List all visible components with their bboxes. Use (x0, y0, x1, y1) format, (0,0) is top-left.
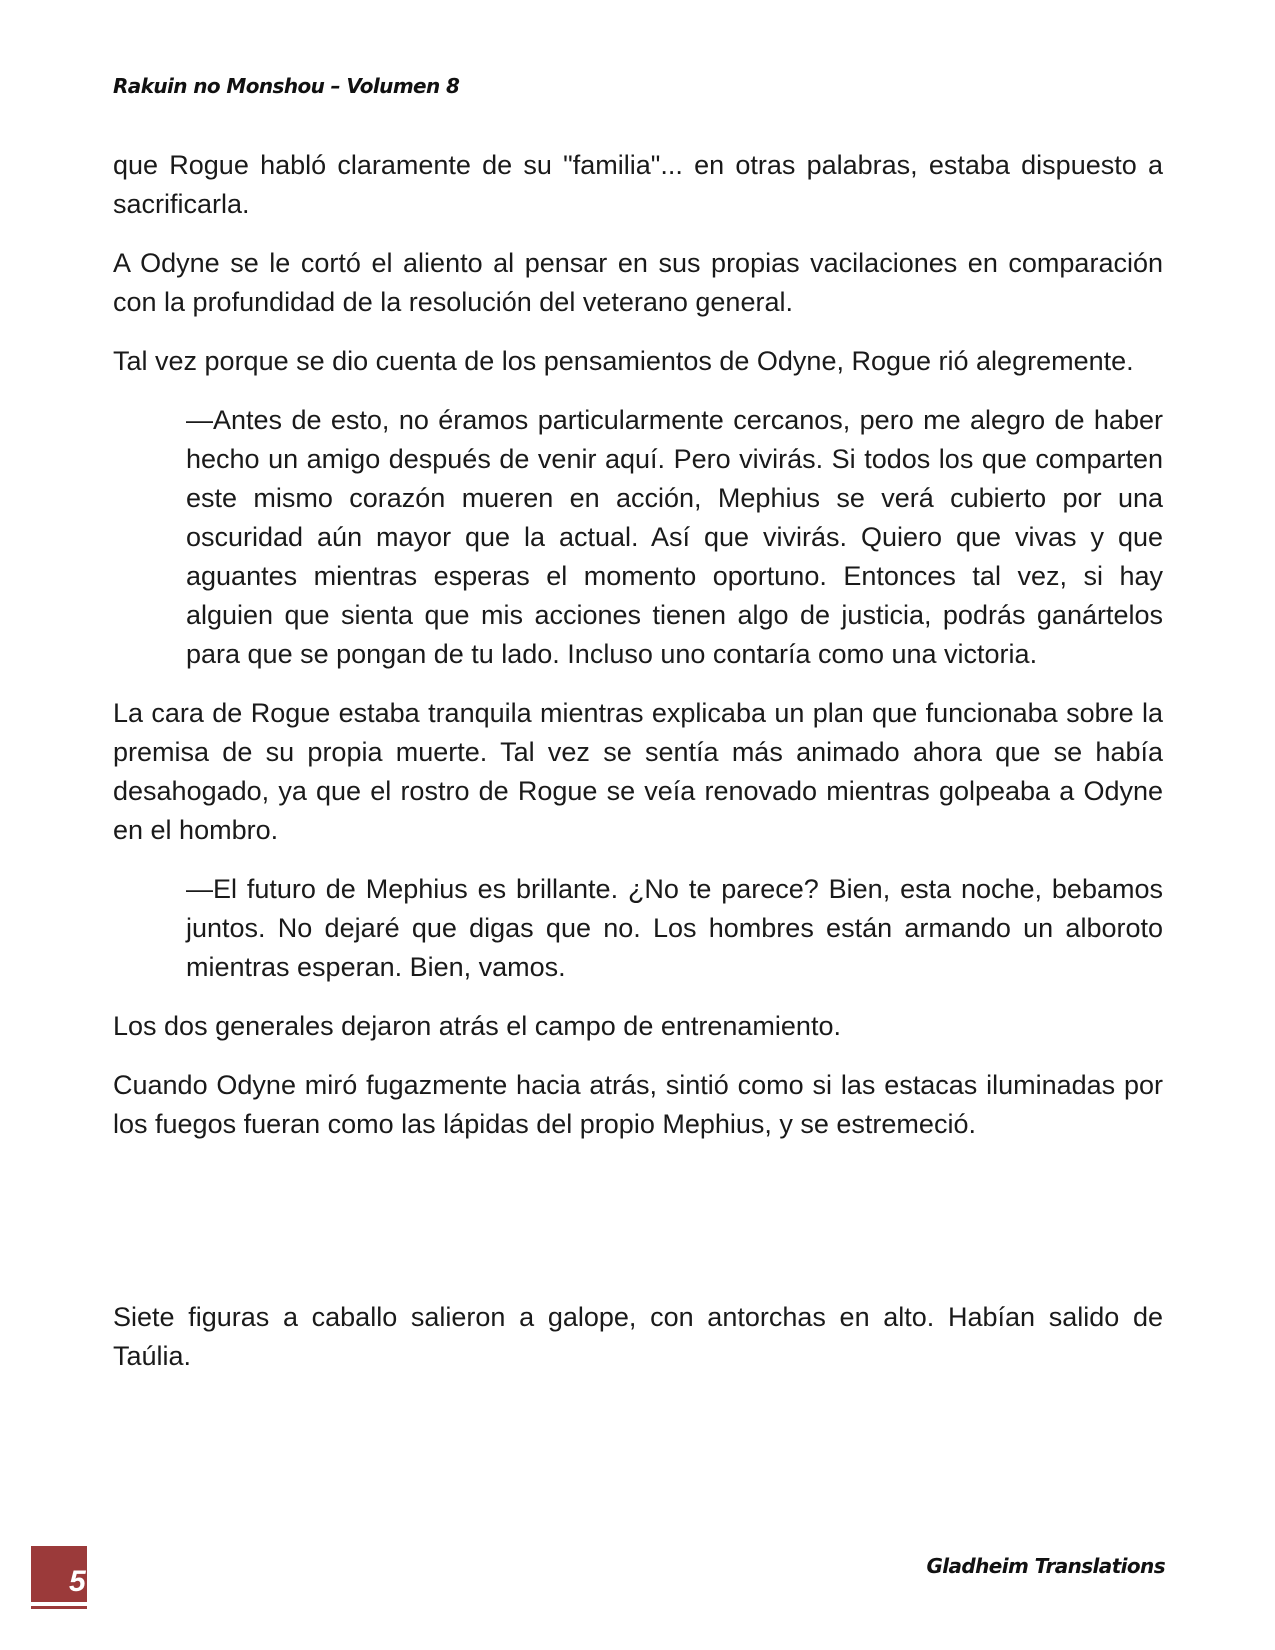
paragraph: Tal vez porque se dio cuenta de los pensamientos de Odyne, Rogue rió alegremente. (113, 346, 1134, 376)
page-number: 5 (69, 1565, 86, 1598)
page-body (113, 146, 1163, 1396)
page-number-badge (31, 1546, 87, 1602)
paragraph: Los dos generales dejaron atrás el campo de entrenamiento. (113, 1011, 841, 1041)
footer-credit: Gladheim Translations (926, 1554, 1165, 1578)
dialogue-paragraph: —Antes de esto, no éramos particularmente cercanos, pero me alegro de haber hecho un amigo después de venir aquí. Pero vivirás. Si todos los que comparten este mismo corazón mueren en acción, Mephius se verá cubierto por una oscuridad aún mayor que la actual. Así que vivirás. Quiero que vivas y que aguantes mientras esperas el momento oportuno. Entonces tal vez, si hay alguien que sienta que mis acciones tienen algo de justicia, podrás ganártelos para que se pongan de tu lado. Incluso uno contaría como una victoria. (186, 405, 1163, 669)
paragraph: Siete figuras a caballo salieron a galope, con antorchas en alto. Habían salido de Taúlia. (113, 1302, 1163, 1371)
paragraph: A Odyne se le cortó el aliento al pensar en sus propias vacilaciones en comparación con la profundidad de la resolución del veterano general. (113, 248, 1163, 317)
dialogue-paragraph: —El futuro de Mephius es brillante. ¿No te parece? Bien, esta noche, bebamos juntos. No dejaré que digas que no. Los hombres están armando un alboroto mientras esperan. Bien, vamos. (186, 874, 1163, 982)
paragraph: que Rogue habló claramente de su "familia"... en otras palabras, estaba dispuesto a sacrificarla. (113, 150, 1163, 219)
page-number-underline (31, 1606, 87, 1609)
paragraph: La cara de Rogue estaba tranquila mientras explicaba un plan que funcionaba sobre la premisa de su propia muerte. Tal vez se sentía más animado ahora que se había desahogado, ya que el rostro de Rogue se veía renovado mientras golpeaba a Odyne en el hombro. (113, 698, 1163, 845)
running-header: Rakuin no Monshou – Volumen 8 (113, 74, 460, 98)
paragraph: Cuando Odyne miró fugazmente hacia atrás, sintió como si las estacas iluminadas por los fuegos fueran como las lápidas del propio Mephius, y se estremeció. (113, 1070, 1163, 1139)
scene-break (113, 1164, 1163, 1298)
